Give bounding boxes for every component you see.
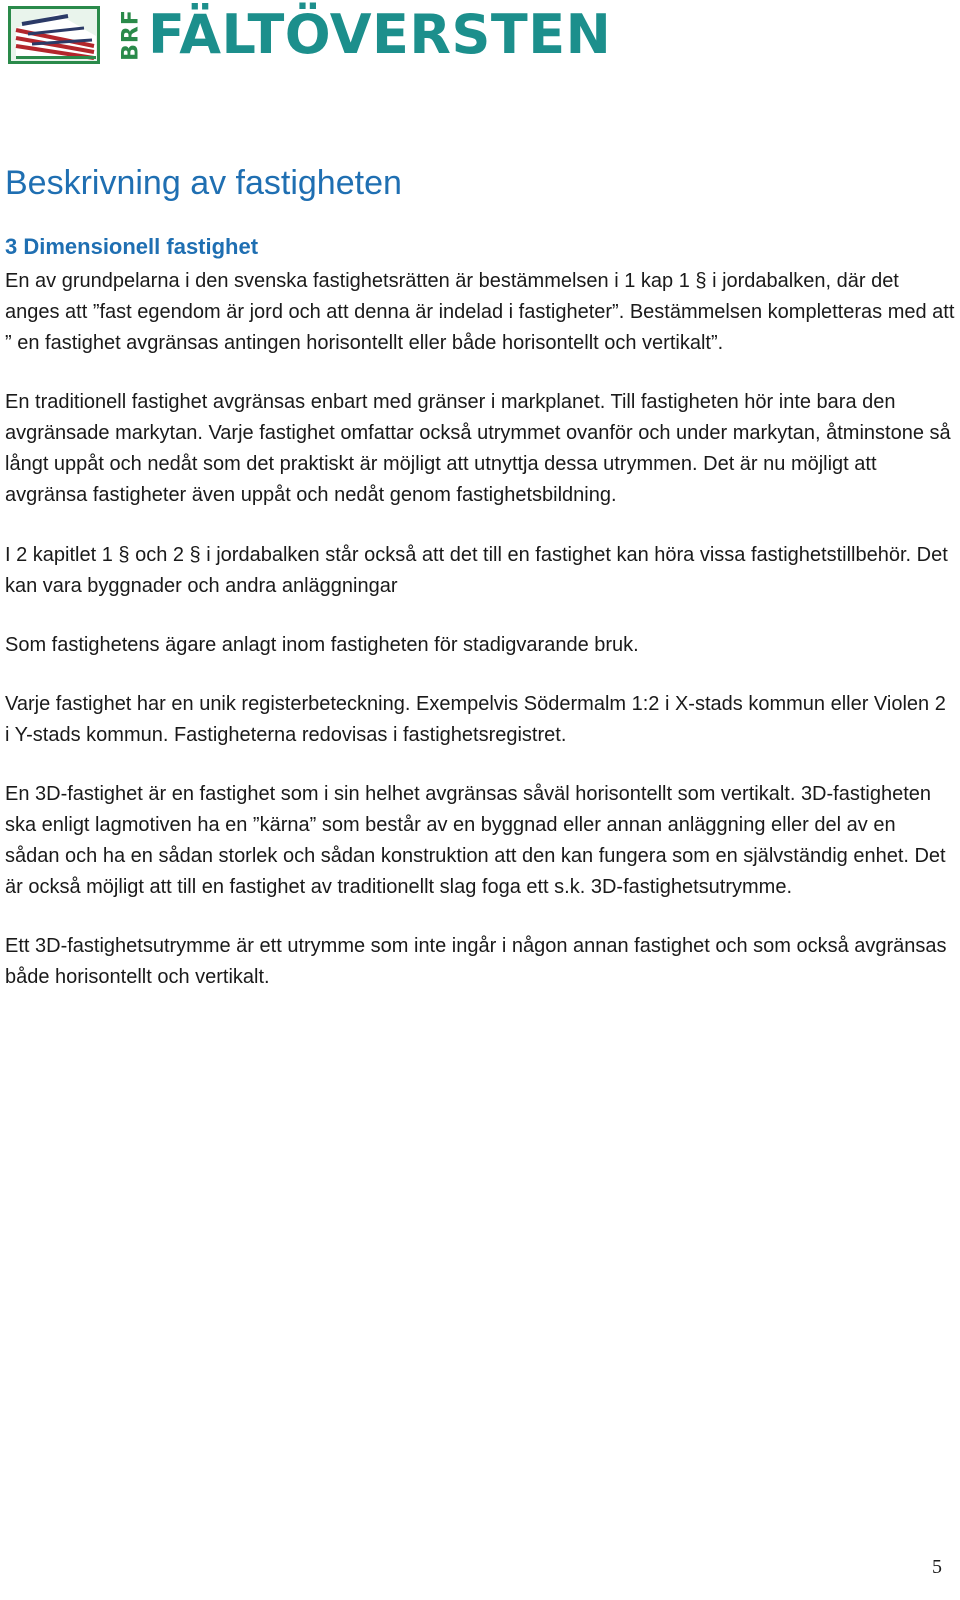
document-body [5, 160, 955, 993]
paragraph: En 3D-fastighet är en fastighet som i sin helhet avgränsas såväl horisontellt som vertikalt. 3D-fastigheten ska enligt lagmotiven ha en ”kärna” som består av en byggnad eller annan anläggning eller del av en sådan och ha en sådan storlek och sådan konstruktion att den kan fungera som en självständig enhet. Det är också möjligt att till en fastighet av traditionellt slag foga ett s.k. 3D-fastighetsutrymme. [5, 783, 946, 898]
building-logo-icon [8, 6, 100, 64]
paragraph: Ett 3D-fastighetsutrymme är ett utrymme som inte ingår i någon annan fastighet och som också avgränsas både horisontellt och vertikalt. [5, 935, 947, 988]
paragraph: Som fastighetens ägare anlagt inom fastigheten för stadigvarande bruk. [5, 634, 639, 656]
paragraph: Varje fastighet har en unik registerbeteckning. Exempelvis Södermalm 1:2 i X-stads kommun eller Violen 2 i Y-stads kommun. Fastigheterna redovisas i fastighetsregistret. [5, 693, 946, 746]
logo-name: FÄLTÖVERSTEN [148, 3, 612, 66]
document-header [8, 2, 688, 68]
paragraph: En av grundpelarna i den svenska fastighetsrätten är bestämmelsen i 1 kap 1 § i jordabalken, där det anges att ”fast egendom är jord och att denna är indelad i fastigheter”. Bestämmelsen kompletteras med att ” en fastighet avgränsas antingen horisontellt eller både horisontellt och vertikalt”. [5, 270, 955, 354]
paragraph: I 2 kapitlet 1 § och 2 § i jordabalken står också att det till en fastighet kan höra vissa fastighetstillbehör. Det kan vara byggnader och andra anläggningar [5, 544, 948, 597]
page-number: 5 [932, 1556, 942, 1578]
paragraph: En traditionell fastighet avgränsas enbart med gränser i markplanet. Till fastigheten hör inte bara den avgränsade markytan. Varje fastighet omfattar också utrymmet ovanför och under markytan, åtminstone så långt uppåt och nedåt som det praktiskt är möjligt att utnyttja dessa utrymmen. Det är nu möjligt att avgränsa fastigheter även uppåt och nedåt genom fastighetsbildning. [5, 391, 951, 506]
logo-prefix: BRF [118, 9, 144, 61]
section-heading: 3 Dimensionell fastighet [5, 234, 259, 259]
logo-prefix-box [116, 2, 146, 68]
page-title: Beskrivning av fastigheten [5, 164, 402, 202]
